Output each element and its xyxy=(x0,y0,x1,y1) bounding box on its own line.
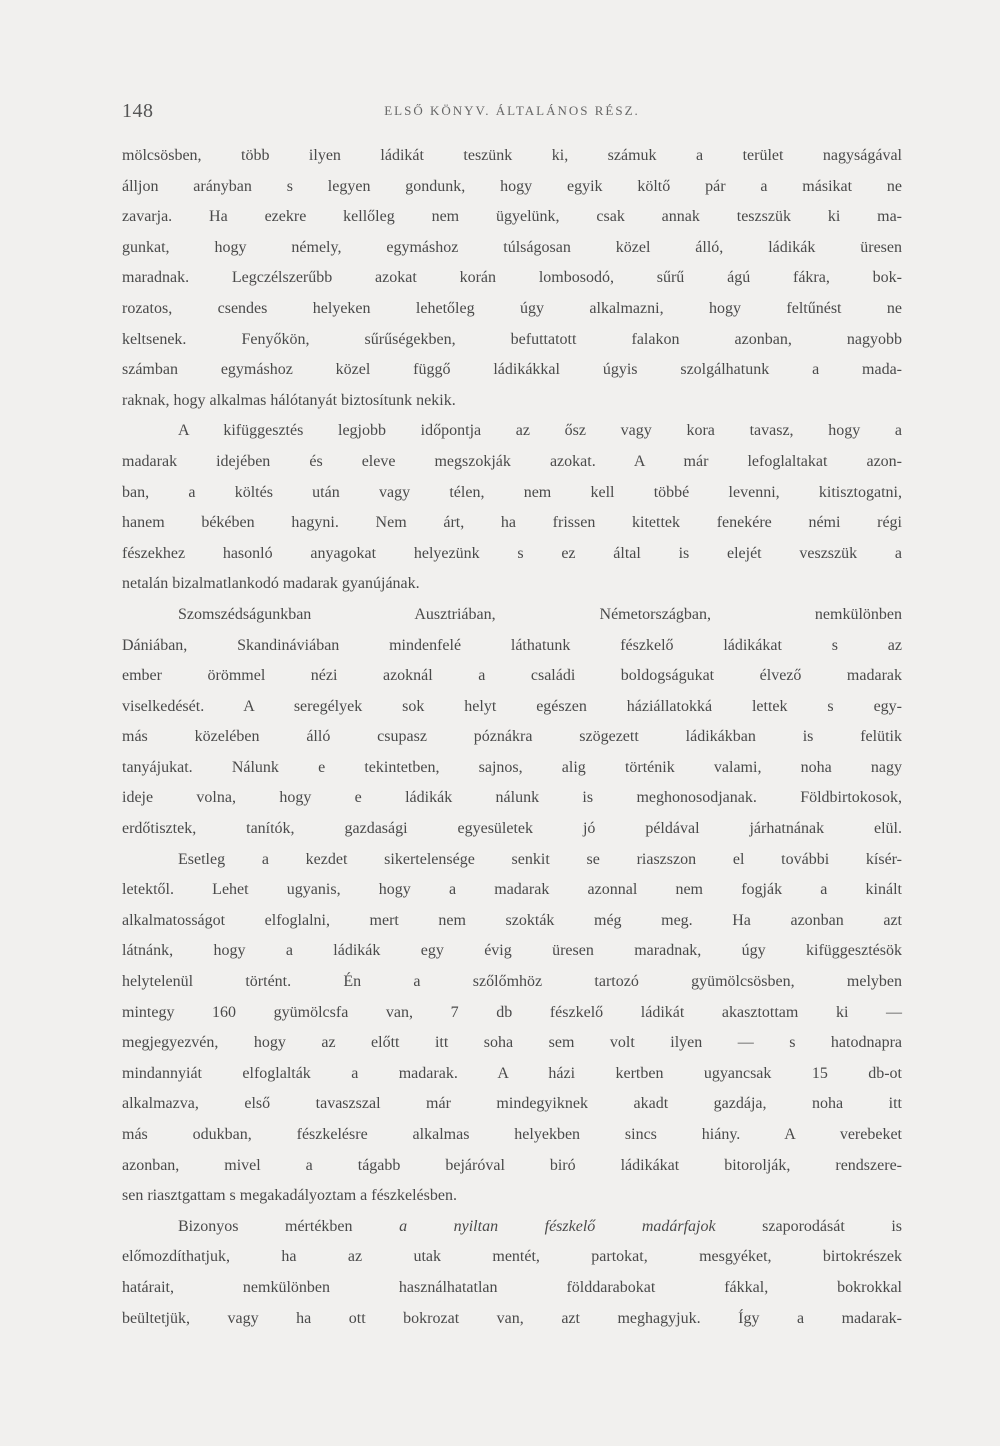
text-line: raknak, hogy alkalmas hálótanyát biztosítunk nekik. xyxy=(122,391,456,409)
text-line: mintegy 160 gyümölcsfa van, 7 db fészkelő ládikát akasztottam ki — xyxy=(122,1003,902,1021)
text-line: mindannyiát elfoglalták a madarak. A házi kertben ugyancsak 15 db-ot xyxy=(122,1064,902,1082)
text-segment: szaporodását is xyxy=(715,1217,903,1235)
text-line: más odukban, fészkelésre alkalmas helyekben sincs hiány. A verebeket xyxy=(122,1126,902,1143)
text-line: számban egymáshoz közel függő ládikákkal úgyis szolgálhatunk a mada- xyxy=(122,361,902,379)
text-line: maradnak. Legczélszerűbb azokat korán lombosodó, sűrű ágú fákra, bok- xyxy=(122,269,902,287)
text-line: határait, nemkülönben használhatatlan földdarabokat fákkal, bokrokkal xyxy=(122,1278,902,1296)
text-line: madarak idejében és eleve megszokják azokat. A már lefoglaltakat azon- xyxy=(122,452,902,470)
text-line: Szomszédságunkban Ausztriában, Németországban, nemkülönben xyxy=(178,605,902,623)
page-header xyxy=(122,100,902,130)
text-lines xyxy=(122,147,902,1218)
text-line: ideje volna, hogy e ládikák nálunk is meghonosodjanak. Földbirtokosok, xyxy=(122,789,902,807)
text-line: mölcsösben, több ilyen ládikát teszünk ki, számuk a terület nagyságával xyxy=(122,147,902,164)
text-line: beültetjük, vagy ha ott bokrozat van, azt meghagyjuk. Így a madarak- xyxy=(122,1309,902,1327)
text-line: sen riasztgattam s megakadályoztam a fészkelésben. xyxy=(122,1187,457,1205)
text-line: látnánk, hogy a ládikák egy évig üresen maradnak, úgy kifüggesztésök xyxy=(122,942,902,960)
text-line: letektől. Lehet ugyanis, hogy a madarak azonnal nem fogják a kinált xyxy=(122,881,902,899)
text-line: azonban, mivel a tágabb bejáróval biró ládikákat bitorolják, rendszere- xyxy=(122,1156,902,1174)
running-head: ELSŐ KÖNYV. ÁLTALÁNOS RÉSZ. xyxy=(384,103,640,118)
text-line: előmozdíthatjuk, ha az utak mentét, partokat, mesgyéket, birtokrészek xyxy=(122,1248,902,1266)
page-number: 148 xyxy=(122,100,154,122)
text-line: zavarja. Ha ezekre kellőleg nem ügyelünk, csak annak teszszük ki ma- xyxy=(122,208,902,226)
text-line: alkalmatosságot elfoglalni, mert nem szokták még meg. Ha azonban azt xyxy=(122,911,902,929)
text-line xyxy=(122,1218,902,1249)
text-segment: Bizonyos mértékben xyxy=(178,1217,400,1235)
text-line: keltsenek. Fenyőkön, sűrűségekben, befuttatott falakon azonban, nagyobb xyxy=(122,330,902,348)
text-line: Dániában, Skandináviában mindenfelé láthatunk fészkelő ládikákat s az xyxy=(122,636,902,654)
body-text xyxy=(122,147,902,1340)
text-line: tanyájukat. Nálunk e tekintetben, sajnos, alig történik valami, noha nagy xyxy=(122,758,902,776)
text-line: viselkedését. A seregélyek sok helyt egészen háziállatokká lettek s egy- xyxy=(122,697,902,715)
text-line: Esetleg a kezdet sikertelensége senkit se riaszszon el további kísér- xyxy=(178,850,902,868)
text-line: más közelében álló csupasz póznákra szögezett ládikákban is felütik xyxy=(122,728,902,746)
text-lines-final xyxy=(122,1248,902,1340)
text-line: A kifüggesztés legjobb időpontja az ősz vagy kora tavasz, hogy a xyxy=(178,422,902,440)
text-line: rozatos, csendes helyeken lehetőleg úgy alkalmazni, hogy feltűnést ne xyxy=(122,299,902,317)
text-line: hanem békében hagyni. Nem árt, ha frissen kitettek fenekére némi régi xyxy=(122,514,902,532)
text-line: fészekhez hasonló anyagokat helyezünk s ez által is elejét veszszük a xyxy=(122,544,902,562)
text-line: ban, a költés után vagy télen, nem kell többé levenni, kitisztogatni, xyxy=(122,483,902,501)
text-line: megjegyezvén, hogy az előtt itt soha sem volt ilyen — s hatodnapra xyxy=(122,1034,902,1052)
text-line: alkalmazva, első tavaszszal már mindegyiknek akadt gazdája, noha itt xyxy=(122,1095,902,1113)
text-line: álljon arányban s legyen gondunk, hogy egyik költő pár a másikat ne xyxy=(122,177,902,195)
text-line: erdőtisztek, tanítók, gazdasági egyesületek jó példával járhatnának elül. xyxy=(122,820,902,838)
text-line: netalán bizalmatlankodó madarak gyanújának. xyxy=(122,575,420,593)
text-line: ember örömmel nézi azoknál a családi boldogságukat élvező madarak xyxy=(122,667,902,685)
text-line: gunkat, hogy némely, egymáshoz túlságosan közel álló, ládikák üresen xyxy=(122,238,902,256)
italic-phrase: a nyiltan fészkelő madárfajok xyxy=(399,1217,716,1235)
text-line: helytelenül történt. Én a szőlőmhöz tartozó gyümölcsösben, melyben xyxy=(122,973,902,991)
